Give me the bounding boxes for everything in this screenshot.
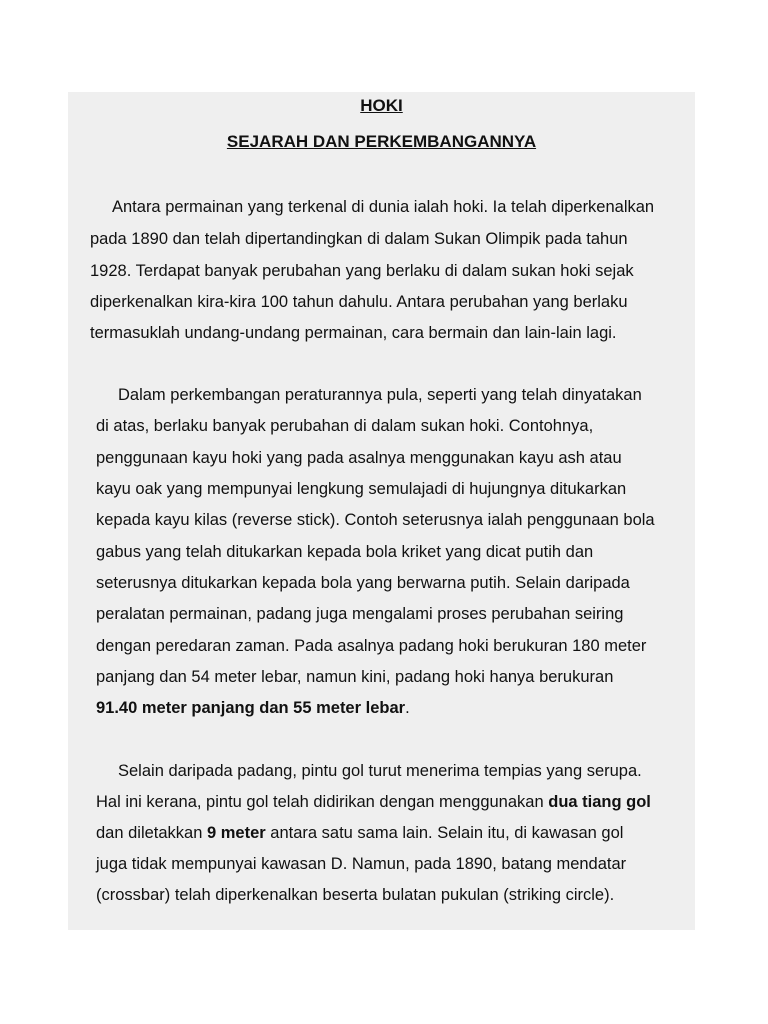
paragraph-line [96, 823, 623, 843]
paragraph-line: diperkenalkan kira-kira 100 tahun dahulu. Antara perubahan yang berlaku [90, 293, 628, 311]
text-span: antara satu sama lain. Selain itu, di kawasan gol [265, 824, 624, 842]
paragraph-line: (crossbar) telah diperkenalkan beserta bulatan pukulan (striking circle). [96, 886, 615, 904]
paragraph-line: panjang dan 54 meter lebar, namun kini, padang hoki hanya berukuran [96, 668, 614, 686]
paragraph-line: pada 1890 dan telah dipertandingkan di dalam Sukan Olimpik pada tahun [90, 230, 628, 248]
paragraph-line: kayu oak yang mempunyai lengkung semulajadi di hujungnya ditukarkan [96, 480, 627, 498]
bold-text: 9 meter [207, 824, 266, 842]
text-span: Hal ini kerana, pintu gol telah didirikan dengan menggunakan [96, 793, 549, 811]
paragraph-line [96, 792, 651, 812]
paragraph-line: Dalam perkembangan peraturannya pula, seperti yang telah dinyatakan [118, 386, 642, 404]
paragraph-line: seterusnya ditukarkan kepada bola yang berwarna putih. Selain daripada [96, 574, 630, 592]
paragraph-line: penggunaan kayu hoki yang pada asalnya menggunakan kayu ash atau [96, 449, 622, 467]
paragraph-line: Selain daripada padang, pintu gol turut menerima tempias yang serupa. [118, 762, 642, 780]
paragraph-line: di atas, berlaku banyak perubahan di dalam sukan hoki. Contohnya, [96, 417, 594, 435]
paragraph-line [96, 698, 410, 718]
document-page [68, 92, 695, 930]
bold-text: 91.40 meter panjang dan 55 meter lebar [96, 699, 406, 717]
paragraph-line: gabus yang telah ditukarkan kepada bola kriket yang dicat putih dan [96, 543, 594, 561]
paragraph-line: Antara permainan yang terkenal di dunia ialah hoki. Ia telah diperkenalkan [112, 198, 655, 216]
document-title: HOKI [360, 96, 403, 115]
paragraph-line: juga tidak mempunyai kawasan D. Namun, pada 1890, batang mendatar [96, 855, 627, 873]
paragraph-line: dengan peredaran zaman. Pada asalnya padang hoki berukuran 180 meter [96, 637, 647, 655]
paragraph-line: 1928. Terdapat banyak perubahan yang berlaku di dalam sukan hoki sejak [90, 262, 634, 280]
document-subtitle: SEJARAH DAN PERKEMBANGANNYA [226, 132, 537, 151]
text-span: . [405, 699, 410, 717]
text-span: dan diletakkan [96, 824, 207, 842]
bold-text: dua tiang gol [548, 793, 651, 811]
paragraph-line: peralatan permainan, padang juga mengalami proses perubahan seiring [96, 605, 624, 623]
paragraph-line: termasuklah undang-undang permainan, cara bermain dan lain-lain lagi. [90, 324, 617, 342]
paragraph-line: kepada kayu kilas (reverse stick). Contoh seterusnya ialah penggunaan bola [96, 511, 655, 529]
